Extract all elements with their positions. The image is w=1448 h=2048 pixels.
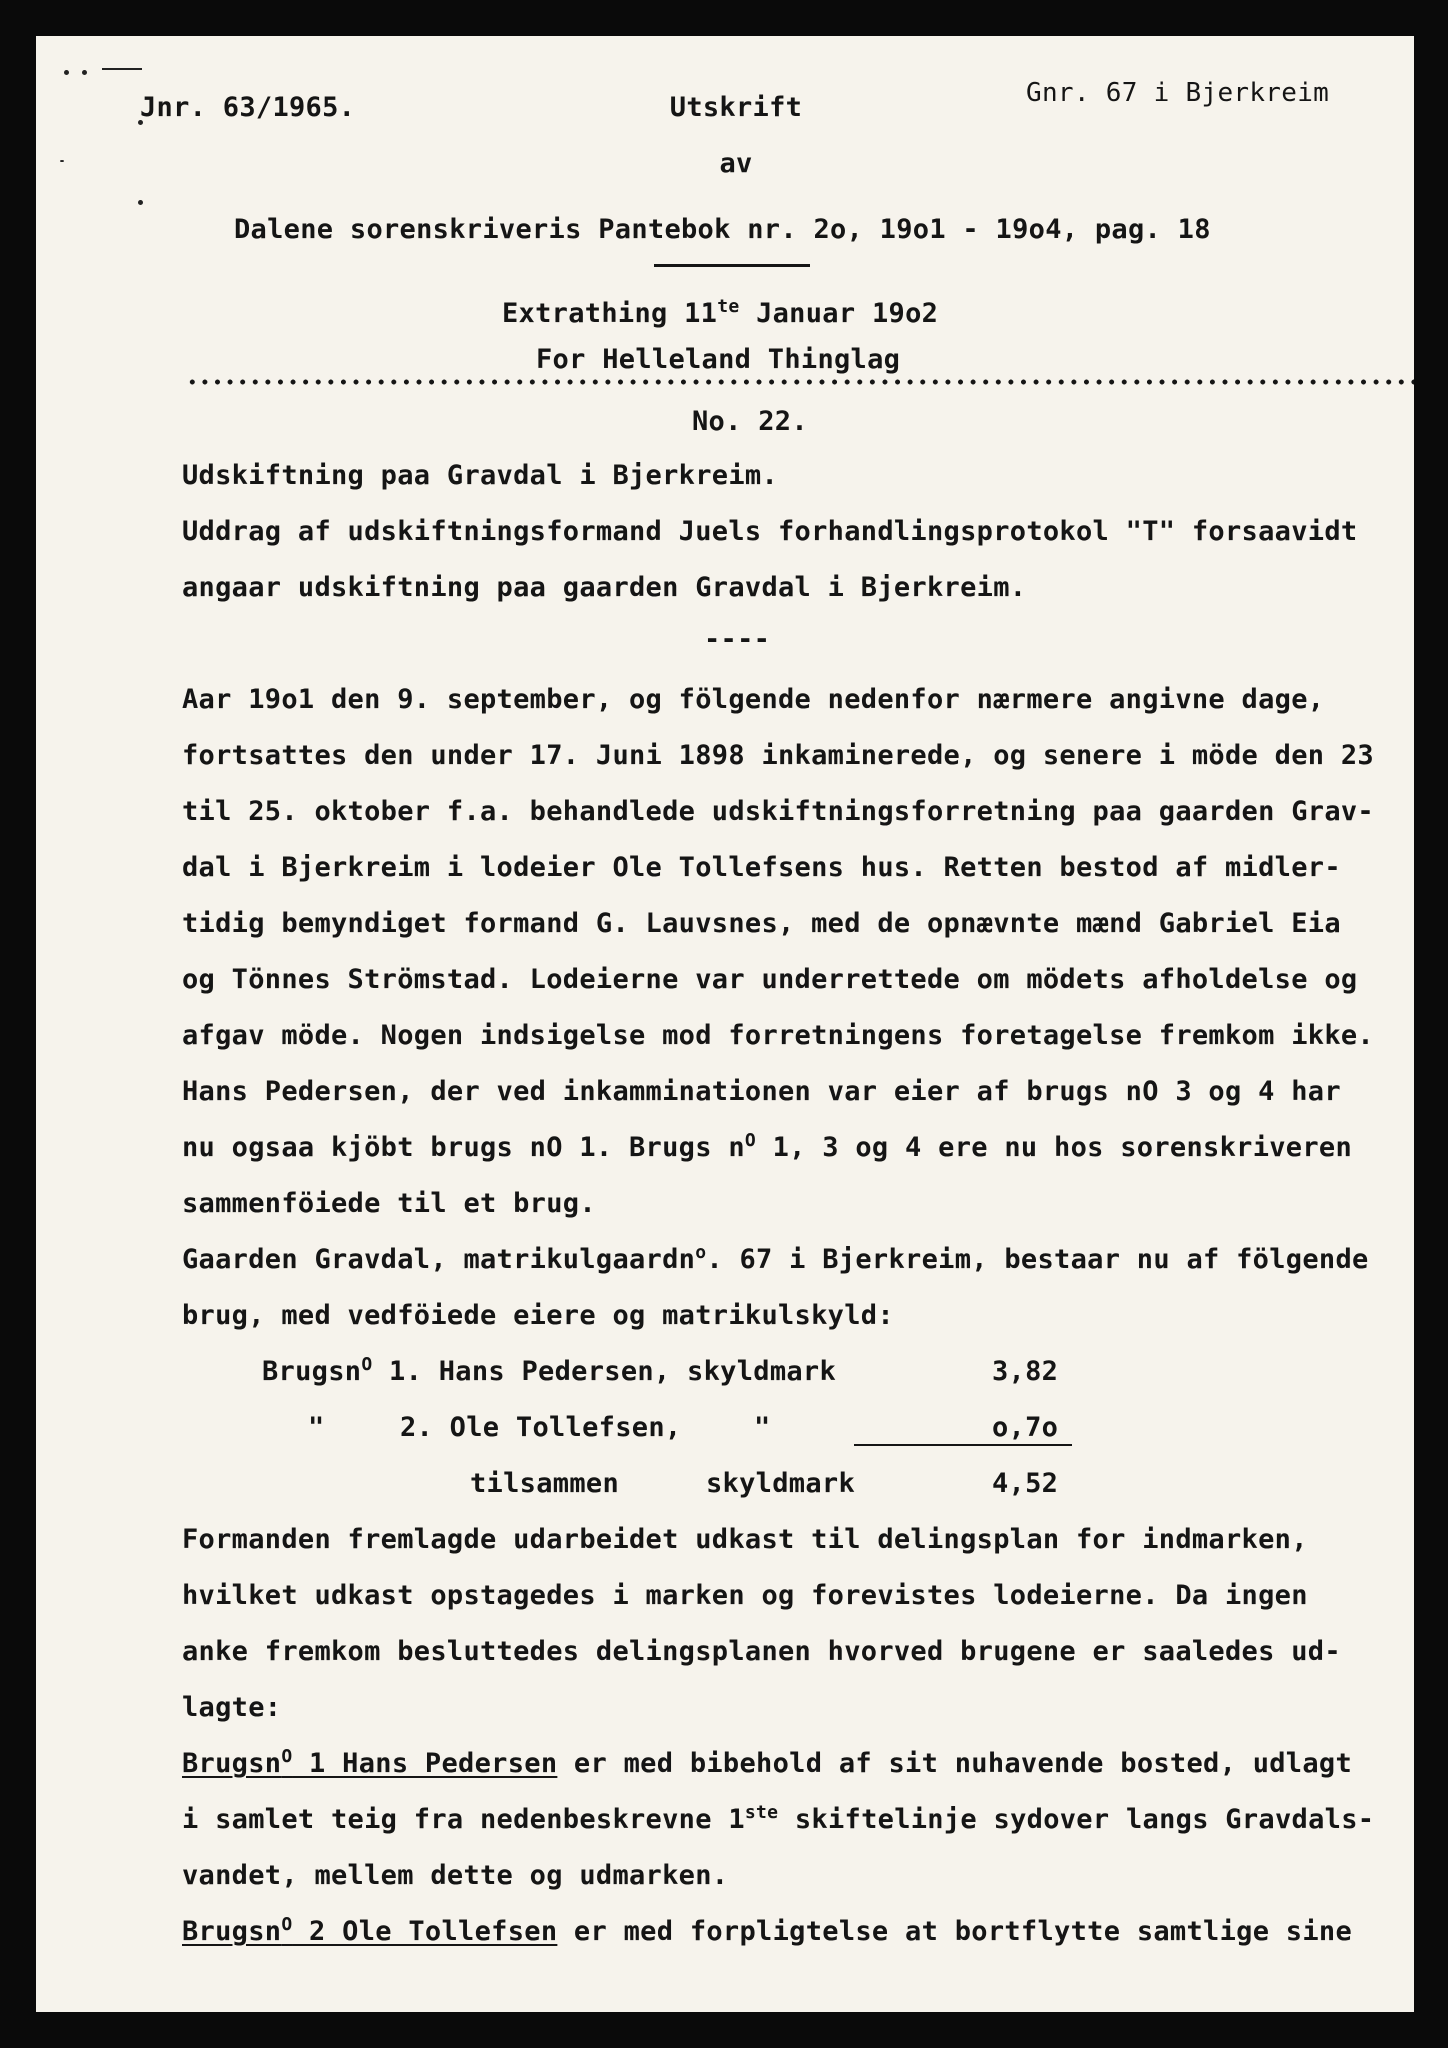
table-value: 3,82 — [992, 1356, 1059, 1387]
body-line: Formanden fremlagde udarbeidet udkast til delingsplan for indmarken, — [182, 1524, 1308, 1555]
body-line: brug, med vedföiede eiere og matrikulskyld: — [182, 1300, 894, 1331]
session-title-date: Januar 19o2 — [739, 298, 939, 329]
body-line: afgav möde. Nogen indsigelse mod forretningens foretagelse fremkom ikke. — [182, 1020, 1374, 1051]
body-sup: o — [695, 1242, 707, 1263]
margin-speck — [102, 68, 142, 70]
session-title — [502, 298, 938, 329]
journal-number: Jnr. 63/1965. — [140, 92, 356, 123]
body-line: hvilket udkast opstagedes i marken og forevistes lodeierne. Da ingen — [182, 1580, 1308, 1611]
session-number: No. 22. — [692, 406, 808, 437]
parcel-heading-sup: O — [281, 1914, 293, 1935]
session-title-text: Extrathing 11 — [502, 298, 718, 329]
parcel-heading-text: Brugsn — [182, 1916, 282, 1947]
session-title-sup: te — [717, 296, 740, 317]
parcel-heading-text: 2 Ole Tollefsen — [292, 1916, 558, 1947]
body-line: anke fremkom besluttedes delingsplanen hvorved brugene er saaledes ud- — [182, 1636, 1341, 1667]
body-text: . 67 i Bjerkreim, bestaar nu af fölgende — [706, 1244, 1369, 1275]
body-line: fortsattes den under 17. Juni 1898 inkaminerede, og senere i möde den 23 — [182, 740, 1374, 771]
table-label: 2. Ole Tollefsen, — [400, 1412, 682, 1443]
title-utskrift: Utskrift — [669, 92, 803, 123]
document-page — [36, 36, 1414, 2012]
body-line — [182, 1132, 1352, 1163]
body-sup: O — [744, 1130, 757, 1151]
body-line: til 25. oktober f.a. behandlede udskiftningsforretning paa gaarden Grav- — [182, 796, 1374, 827]
body-line: vandet, mellem dette og udmarken. — [182, 1860, 729, 1891]
table-value: o,7o — [992, 1412, 1059, 1443]
parcel-heading — [182, 1916, 557, 1947]
ditto-mark: " — [308, 1412, 325, 1443]
body-text: i samlet teig fra nedenbeskrevne 1 — [182, 1804, 745, 1835]
sum-rule — [854, 1444, 1072, 1446]
intro-line: Uddrag af udskiftningsformand Juels forhandlingsprotokol "T" forsaavidt — [182, 516, 1358, 547]
parcel-heading-text: Brugsn — [182, 1748, 282, 1779]
body-line: og Tönnes Strömstad. Lodeierne var underrettede om mödets afholdelse og — [182, 964, 1358, 995]
body-text: er med bibehold af sit nuhavende bosted, udlagt — [557, 1748, 1353, 1779]
intro-separator: ---- — [704, 624, 771, 655]
body-line: dal i Bjerkreim i lodeier Ole Tollefsens hus. Retten bestod af midler- — [182, 852, 1341, 883]
margin-speck — [60, 160, 64, 162]
body-line: Aar 19o1 den 9. september, og fölgende nedenfor nærmere angivne dage, — [182, 684, 1325, 715]
source-reference: Dalene sorenskriveris Pantebok nr. 2o, 19o1 - 19o4, pag. 18 — [234, 214, 1211, 245]
parcel-heading-text: 1 Hans Pedersen — [292, 1748, 558, 1779]
body-line: lagte: — [182, 1692, 282, 1723]
parcel-heading — [182, 1748, 557, 1779]
body-line: Hans Pedersen, der ved inkamminationen var eier af brugs nO 3 og 4 har — [182, 1076, 1341, 1107]
dotted-separator — [186, 378, 1414, 386]
ditto-mark: " — [754, 1412, 771, 1443]
intro-line: angaar udskiftning paa gaarden Gravdal i Bjerkreim. — [182, 572, 1027, 603]
body-sup: ste — [744, 1802, 779, 1823]
table-label: tilsammen — [470, 1468, 619, 1499]
body-line: tidig bemyndiget formand G. Lauvsnes, med de opnævnte mænd Gabriel Eia — [182, 908, 1341, 939]
margin-speck — [64, 70, 69, 75]
body-text: skiftelinje sydover langs Gravdals- — [778, 1804, 1375, 1835]
title-av: av — [719, 148, 753, 179]
body-line — [182, 1244, 1369, 1275]
session-subtitle: For Helleland Thinglag — [536, 344, 901, 375]
table-label: 1. Hans Pedersen, skyldmark — [372, 1356, 837, 1387]
farm-reference: Gnr. 67 i Bjerkreim — [1026, 78, 1330, 108]
body-text: Gaarden Gravdal, matrikulgaardn — [182, 1244, 696, 1275]
body-text: nu ogsaa kjöbt brugs nO 1. Brugs n — [182, 1132, 745, 1163]
margin-speck — [82, 70, 87, 75]
margin-speck — [138, 200, 143, 205]
body-line — [182, 1748, 1352, 1779]
table-label: Brugsn — [262, 1356, 362, 1387]
header-rule — [654, 264, 810, 267]
table-row-1 — [262, 1356, 836, 1387]
parcel-heading-sup: O — [281, 1746, 293, 1767]
body-line — [182, 1916, 1352, 1947]
table-total: 4,52 — [992, 1468, 1059, 1499]
body-line: sammenföiede til et brug. — [182, 1188, 596, 1219]
body-text: er med forpligtelse at bortflytte samtlige sine — [557, 1916, 1353, 1947]
table-label: skyldmark — [706, 1468, 855, 1499]
body-text: 1, 3 og 4 ere nu hos sorenskriveren — [756, 1132, 1353, 1163]
body-line — [182, 1804, 1374, 1835]
intro-line: Udskiftning paa Gravdal i Bjerkreim. — [182, 460, 778, 491]
table-sup: O — [361, 1354, 373, 1375]
